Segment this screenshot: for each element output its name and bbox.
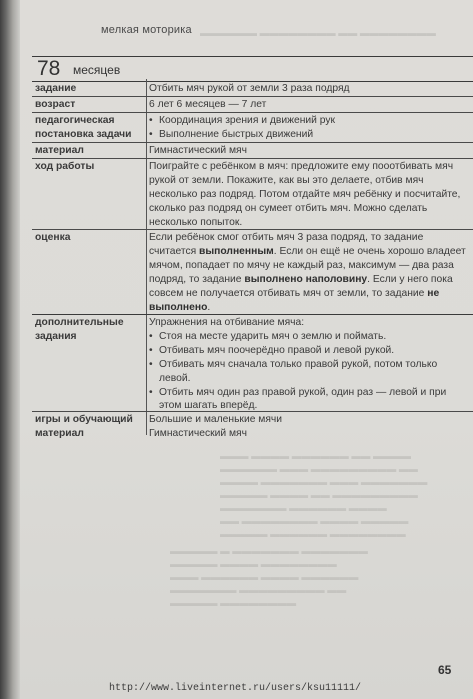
list-item: • Отбивать мяч сначала только правой рукой, потом только левой. xyxy=(149,358,469,386)
section-unit: месяцев xyxy=(73,63,121,77)
section-header xyxy=(32,56,473,82)
row-label: дополнительные задания xyxy=(35,317,124,342)
row-value: Отбить мяч рукой от земли 3 раза подряд xyxy=(149,83,350,94)
list-item: • Координация зрения и движений рук xyxy=(149,114,469,128)
result-half: выполнено наполовину xyxy=(244,273,368,285)
row-label: ход работы xyxy=(35,161,95,172)
row-label: оценка xyxy=(35,232,71,243)
row-label: задание xyxy=(35,83,77,94)
row-task xyxy=(32,81,473,97)
list-item: • Стоя на месте ударить мяч о землю и поймать. xyxy=(149,330,469,344)
bleed-through-text: ▬▬▬ ▬▬▬▬ ▬▬▬▬▬▬ ▬▬ ▬▬▬▬ ▬▬▬▬▬▬ ▬▬▬ ▬▬▬▬▬▬▬▬▬ ▬▬ ▬▬▬▬ ▬▬▬▬▬▬▬ ▬▬▬ ▬▬▬▬▬▬▬ ▬▬▬▬▬ ▬▬▬▬ ▬▬ ▬▬▬▬▬▬▬▬▬ ▬▬▬▬▬▬▬ ▬▬▬▬▬▬ ▬▬▬▬ ▬▬ ▬▬▬▬▬▬▬▬ ▬▬▬▬ ▬▬▬▬▬ ▬▬▬▬▬ ▬▬▬▬▬▬ ▬▬▬▬▬▬▬▬ xyxy=(220,451,428,540)
row-label: материал xyxy=(35,145,84,156)
row-value xyxy=(149,413,469,441)
row-goals xyxy=(32,113,473,143)
extra-intro: Упражнения на отбивание мяча: xyxy=(149,317,305,328)
row-value: 6 лет 6 месяцев — 7 лет xyxy=(149,99,267,110)
section-number: 78 xyxy=(37,57,61,80)
row-value: Если ребёнок смог отбить мяч 3 раза подряд, то задание считается выполненным. Если он ещё не очень хорошо владеет мячом, попадает по мячу не каждый раз, максимум — два раза подряд, то задание выполнено наполовину. Если у него пока совсем не получается отбивать мяч от земли, то задание не выполнено. xyxy=(149,232,466,313)
list-item: • Выполнение быстрых движений xyxy=(149,128,469,142)
row-value: Поиграйте с ребёнком в мяч: предложите ему пооотбивать мяч рукой от земли. Покажите, как вы это делаете, отбив мяч несколько раз подряд. Потом отдайте мяч ребёнку и посчитайте, сколько раз подряд он сумеет отбить мяч. Можно сделать несколько попыток. xyxy=(149,161,461,228)
row-label: возраст xyxy=(35,99,76,110)
row-label: игры и обучающий материал xyxy=(35,414,133,439)
games-line: Большие и маленькие мячи xyxy=(149,414,283,425)
row-games xyxy=(32,412,473,439)
row-material xyxy=(32,143,473,159)
source-watermark-url: http://www.liveinternet.ru/users/ksu11111/ xyxy=(109,683,362,694)
running-head: мелкая моторика xyxy=(101,24,192,36)
row-assessment xyxy=(32,230,473,315)
list-item: • Отбить мяч один раз правой рукой, один раз — левой и при этом шагать вперёд. xyxy=(149,386,469,414)
row-extra-tasks xyxy=(32,315,473,412)
row-label: педагогическая постановка задачи xyxy=(35,115,132,140)
row-age xyxy=(32,97,473,113)
row-value xyxy=(149,316,469,413)
page-number: 65 xyxy=(438,663,452,677)
row-value: Гимнастический мяч xyxy=(149,145,247,156)
book-binding-shadow xyxy=(0,0,20,699)
bleed-through-text: ▬▬▬▬▬ ▬ ▬▬▬▬▬▬▬ ▬▬▬▬▬▬▬ ▬▬▬▬▬ ▬▬▬▬ ▬▬▬▬▬▬▬▬ ▬▬▬ ▬▬▬▬▬▬ ▬▬▬▬ ▬▬▬▬▬▬ ▬▬▬▬▬▬▬ ▬▬▬▬▬▬▬▬▬ ▬▬ ▬▬▬▬▬ ▬▬▬▬▬▬▬▬ xyxy=(170,546,368,609)
games-line: Гимнастический мяч xyxy=(149,427,247,439)
row-procedure xyxy=(32,159,473,230)
result-complete: выполненным xyxy=(199,245,274,257)
book-page xyxy=(20,0,473,699)
bleed-through-text: ▬▬▬▬▬▬ ▬▬▬▬▬▬▬▬ ▬▬ ▬▬▬▬▬▬▬▬ xyxy=(200,28,436,39)
result-incomplete: не выполнено xyxy=(149,287,440,313)
list-item: • Отбивать мяч поочерёдно правой и левой рукой. xyxy=(149,344,469,358)
row-value xyxy=(149,114,469,142)
